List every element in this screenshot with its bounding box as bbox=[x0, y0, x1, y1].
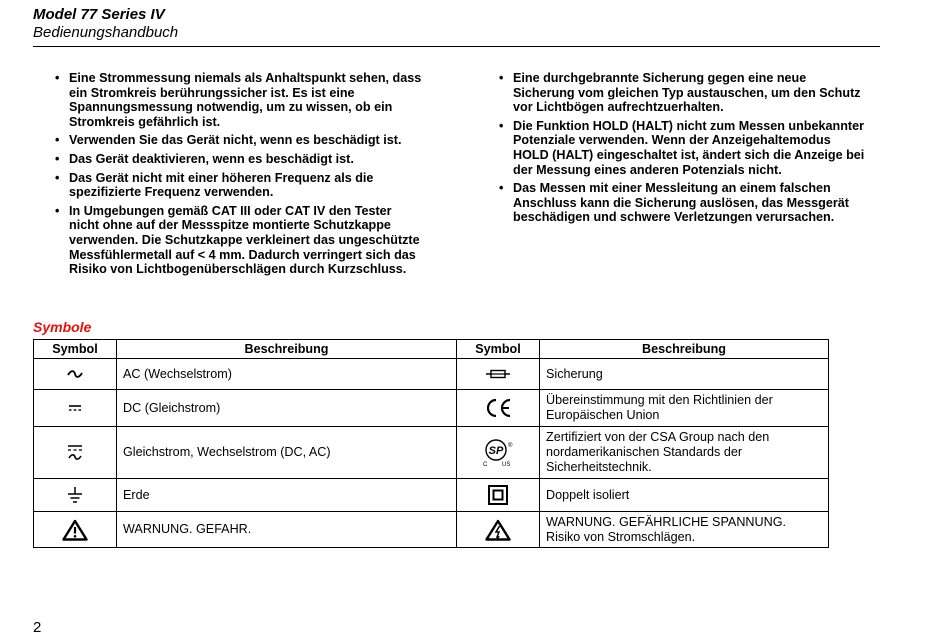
symbol-cell bbox=[34, 479, 117, 512]
table-row bbox=[34, 427, 829, 479]
table-row bbox=[34, 512, 829, 548]
description-cell: Sicherung bbox=[540, 359, 829, 390]
bullet-icon: • bbox=[55, 71, 60, 85]
description-cell: WARNUNG. GEFÄHRLICHE SPANNUNG. Risiko von Stromschlägen. bbox=[540, 512, 829, 548]
col-header-symbol: Symbol bbox=[457, 340, 540, 359]
list-item: • Das Gerät nicht mit einer höheren Frequenz als die spezifizierte Frequenz verwenden. bbox=[55, 170, 374, 200]
bullet-icon: • bbox=[55, 133, 60, 148]
ground-icon bbox=[66, 486, 84, 504]
right-bullet-list bbox=[498, 71, 868, 225]
col-header-symbol: Symbol bbox=[34, 340, 117, 359]
table-row bbox=[34, 390, 829, 427]
bullet-icon: • bbox=[55, 170, 60, 185]
table-header-row bbox=[34, 340, 829, 359]
list-item: • Die Funktion HOLD (HALT) nicht zum Messen unbekannter Potenziale verwenden. Wenn der Anzeigehaltemodus HOLD (HALT) eingeschaltet ist, ändert sich die Anzeige bei der Messung eines anderen Potenzials nicht. bbox=[499, 118, 865, 177]
col-header-description: Beschreibung bbox=[117, 340, 457, 359]
hazardous-voltage-icon bbox=[485, 519, 511, 541]
description-cell: Gleichstrom, Wechselstrom (DC, AC) bbox=[117, 427, 457, 479]
col-header-description: Beschreibung bbox=[540, 340, 829, 359]
symbol-cell bbox=[34, 390, 117, 427]
list-item: • Das Messen mit einer Messleitung an einem falschen Anschluss kann die Sicherung auslösen, das Messgerät beschädigen und schwere Verletzungen verursachen. bbox=[499, 181, 849, 225]
symbol-cell bbox=[34, 427, 117, 479]
ac-sine-icon bbox=[66, 369, 84, 379]
fuse-icon bbox=[485, 368, 511, 380]
double-insulation-icon bbox=[488, 485, 508, 505]
csa-us-text: US bbox=[502, 461, 511, 468]
bullet-icon: • bbox=[499, 71, 504, 85]
manual-title: Model 77 Series IV bbox=[33, 6, 165, 23]
description-cell: Zertifiziert von der CSA Group nach den nordamerikanischen Standards der Sicherheitstechnik. bbox=[540, 427, 829, 479]
description-cell: DC (Gleichstrom) bbox=[117, 390, 457, 427]
description-cell: WARNUNG. GEFAHR. bbox=[117, 512, 457, 548]
symbol-cell bbox=[457, 512, 540, 548]
list-item: • Eine Strommessung niemals als Anhaltspunkt sehen, dass ein Stromkreis berührungssicher ist. Es ist eine Spannungsmessung notwendig, um zu wissen, ob ein Stromkreis gefährlich ist. bbox=[55, 71, 422, 129]
list-item: • In Umgebungen gemäß CAT III oder CAT IV den Tester nicht ohne auf der Messspitze montierte Schutzkappe verwenden. Die Schutzkappe verkleinert das ungeschützte Messfühlermetall auf < 4 mm. Dadurch verringert sich das Risiko von Lichtbogenüberschlägen durch Kurzschluss. bbox=[55, 203, 420, 277]
csa-center-text: SP bbox=[488, 444, 504, 457]
page-header bbox=[33, 6, 880, 42]
header-rule bbox=[33, 46, 880, 47]
left-column bbox=[54, 71, 424, 281]
list-item: • Eine durchgebrannte Sicherung gegen eine neue Sicherung vom gleichen Typ austauschen, um den Schutz vor Lichtbögen aufrechtzuerhalten. bbox=[499, 71, 861, 115]
list-item: • Verwenden Sie das Gerät nicht, wenn es beschädigt ist. bbox=[55, 133, 402, 148]
ce-mark-icon bbox=[484, 398, 512, 418]
warning-icon bbox=[62, 519, 88, 541]
symbols-heading: Symbole bbox=[33, 319, 92, 335]
bullet-icon: • bbox=[55, 151, 60, 166]
symbol-cell bbox=[457, 427, 540, 479]
symbols-table bbox=[33, 339, 829, 548]
table-row bbox=[34, 359, 829, 390]
right-column bbox=[498, 71, 868, 229]
csa-reg-text: ® bbox=[508, 442, 513, 449]
bullet-icon: • bbox=[499, 181, 504, 196]
dc-icon bbox=[68, 404, 82, 412]
symbol-cell bbox=[34, 512, 117, 548]
csa-mark-icon bbox=[480, 438, 516, 468]
symbol-cell bbox=[34, 359, 117, 390]
bullet-icon: • bbox=[55, 203, 60, 218]
ac-dc-icon bbox=[67, 443, 83, 463]
description-cell: Doppelt isoliert bbox=[540, 479, 829, 512]
manual-subtitle: Bedienungshandbuch bbox=[33, 24, 179, 41]
bullet-icon: • bbox=[499, 118, 504, 133]
symbol-cell bbox=[457, 390, 540, 427]
description-cell: AC (Wechselstrom) bbox=[117, 359, 457, 390]
table-row bbox=[34, 479, 829, 512]
csa-c-text: C bbox=[483, 461, 488, 468]
symbol-cell bbox=[457, 479, 540, 512]
symbol-cell bbox=[457, 359, 540, 390]
description-cell: Übereinstimmung mit den Richtlinien der Europäischen Union bbox=[540, 390, 829, 427]
list-item: • Das Gerät deaktivieren, wenn es beschädigt ist. bbox=[55, 151, 354, 166]
page-number: 2 bbox=[33, 619, 42, 636]
left-bullet-list bbox=[54, 71, 424, 277]
description-cell: Erde bbox=[117, 479, 457, 512]
